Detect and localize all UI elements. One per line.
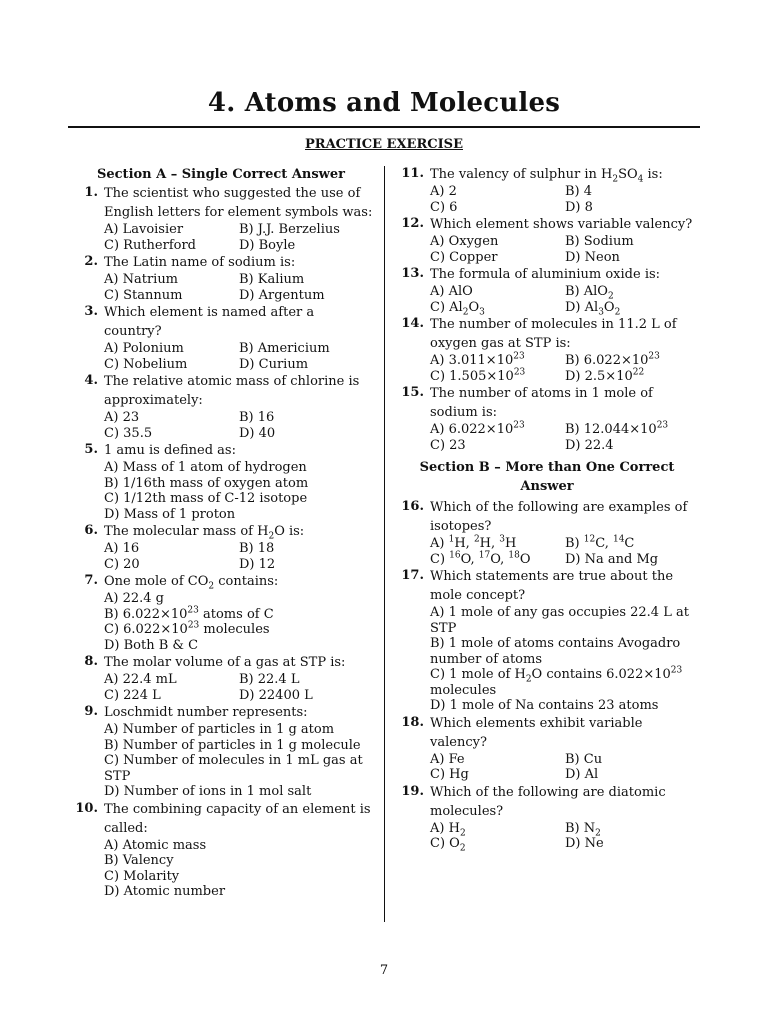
answer-option: A) $6.022\times 10^{23}$ [430,420,525,437]
question-item [394,567,700,714]
question-stem: Which element shows variable valency? [430,217,693,232]
answer-option: A) Natrium [104,272,179,287]
answer-options [430,234,700,265]
question-stem: The Latin name of sodium is: [104,255,296,270]
title-divider [68,126,700,128]
answer-option: D) Mass of 1 proton [104,506,236,522]
answer-options [104,460,374,522]
answer-option: A) 22.4 g [104,591,164,606]
question-number: 11. [401,166,424,181]
answer-option: D) Na and Mg [565,551,659,567]
question-number: 7. [84,573,98,588]
answer-options [104,672,374,703]
answer-option: A) 16 [104,541,140,556]
question-item [68,372,374,441]
question-stem: One mole of $CO_2$ contains: [104,574,279,592]
question-number: 8. [84,654,98,669]
answer-options [430,605,700,714]
question-number: 19. [401,783,424,799]
question-item [68,800,374,900]
answer-option: A) Fe [430,751,465,767]
question-item [394,498,700,567]
question-number: 15. [401,385,424,400]
answer-option: C) 20 [104,556,140,572]
answer-option: C) Molarity [104,868,180,884]
answer-option: C) $6.022\times 10^{23}$ molecules [104,620,270,637]
answer-option: D) Number of ions in 1 mol salt [104,784,312,799]
answer-option: D) 1 mole of Na contains 23 atoms [430,698,659,713]
answer-option: D) $Al_3O_2$ [565,299,621,318]
answer-option: A) Number of particles in 1 g atom [104,722,335,737]
section-a-questions [68,184,374,900]
answer-option: A) 2 [430,184,457,199]
answer-options [430,752,700,783]
answer-option: B) $6.022\times 10^{23}$ [565,351,660,368]
answer-option: C) Stannum [104,287,183,303]
question-stem: Which of the following are diatomic molecules? [430,784,666,819]
question-number: 9. [84,704,98,719]
answer-option: B) $N_2$ [565,820,601,839]
question-item [68,441,374,522]
left-column [68,165,374,900]
question-number: 13. [401,266,424,281]
answer-option: C) $Al_2O_3$ [430,299,485,318]
question-number: 2. [84,254,98,269]
page-number: 7 [379,963,389,978]
answer-options [104,222,374,253]
section-a-heading: Section A – Single Correct Answer [96,167,345,182]
answer-option: D) Boyle [239,237,296,253]
question-item [394,783,700,852]
answer-option: D) 8 [565,199,593,215]
question-stem: The combining capacity of an element is called: [104,801,371,836]
question-number: 17. [401,568,424,583]
answer-option: B) AlO$_2$ [565,284,614,302]
question-number: 3. [84,304,98,319]
answer-option: A) Mass of 1 atom of hydrogen [104,460,307,475]
answer-option: B) 22.4 L [239,672,300,687]
question-item [394,165,700,215]
answer-option: A) Polonium [104,341,184,356]
answer-option: D) 12 [239,556,276,572]
answer-option: D) 22.4 [565,437,614,453]
answer-option: C) 35.5 [104,425,153,441]
question-number: 6. [84,523,98,538]
question-stem: The formula of aluminium oxide is: [430,267,661,282]
question-stem: The molecular mass of $H_2O$ is: [104,524,305,542]
exercise-subtitle: PRACTICE EXERCISE [305,137,463,152]
answer-option: A) 23 [104,410,140,425]
answer-option: B) Kalium [239,272,305,287]
question-stem: The scientist who suggested the use of English letters for element symbols was: [104,186,373,220]
question-number: 18. [401,714,424,730]
question-item [68,303,374,372]
section-b-questions [394,498,700,852]
answer-option: D) Atomic number [104,884,226,899]
question-number: 12. [401,216,424,231]
answer-option: C) 224 L [104,687,161,703]
question-stem: Which statements are true about the mole concept? [430,569,674,603]
question-item [394,265,700,318]
column-divider [384,166,385,922]
question-number: 14. [401,316,424,331]
question-item [394,384,700,453]
answer-options [104,272,374,303]
question-item [394,315,700,384]
question-stem: The valency of sulphur in $H_2SO_4$ is: [430,167,663,185]
answer-option: B) 1/16th mass of oxygen atom [104,475,309,491]
answer-options [104,591,374,653]
answer-options [430,422,700,453]
answer-option: D) Curium [239,356,309,372]
answer-option: B) Number of particles in 1 g molecule [104,737,361,753]
answer-option: D) Ne [565,836,604,851]
answer-options [430,284,700,318]
answer-options [430,184,700,215]
answer-option: A) AlO [430,284,473,299]
question-stem: 1 amu is defined as: [104,443,236,458]
page-title: 4. Atoms and Molecules [207,88,561,118]
answer-options [430,536,700,567]
answer-option: B) 1 mole of atoms contains Avogadro number of atoms [430,636,681,667]
question-item [68,253,374,303]
question-item [68,653,374,703]
answer-option: C) $1.505\times 10^{23}$ [430,367,526,384]
answer-option: A) Atomic mass [104,837,207,853]
question-stem: The number of atoms in 1 mole of sodium is: [430,386,653,420]
answer-option: A) $3.011\times 10^{23}$ [430,351,525,368]
question-number: 1. [84,185,98,200]
answer-option: D) $2.5\times 10^{22}$ [565,367,645,384]
answer-option: D) Argentum [239,287,325,303]
answer-option: D) Al [565,767,599,782]
answer-option: D) Both B & C [104,637,199,653]
answer-options [104,722,374,800]
answer-option: A) 22.4 mL [104,672,177,687]
answer-option: C) Hg [430,767,469,782]
answer-option: C) Rutherford [104,237,196,253]
answer-options [104,341,374,372]
answer-option: B) 16 [239,410,275,425]
answer-option: B) Valency [104,853,174,868]
answer-option: B) Americium [239,341,330,356]
answer-option: C) Copper [430,249,498,265]
answer-option: C) 1 mole of $H_2O$ contains $6.022\times 10^{23}$ molecules [430,665,683,698]
question-stem: The number of molecules in 11.2 L of oxygen gas at STP is: [430,317,677,351]
answer-option: C) $O_2$ [430,836,466,854]
question-item [68,522,374,572]
question-stem: Which of the following are examples of isotopes? [430,500,688,534]
answer-option: C) 1/12th mass of C-12 isotope [104,491,308,506]
answer-option: D) 40 [239,425,276,441]
answer-options [104,410,374,441]
answer-option: A) 1 mole of any gas occupies 22.4 L at STP [430,605,689,636]
answer-option: A) Lavoisier [104,222,184,237]
question-item [394,215,700,265]
question-item [394,714,700,783]
question-stem: Which element is named after a country? [104,305,315,339]
question-number: 4. [84,373,98,388]
answer-option: D) 22400 L [239,687,313,703]
answer-option: B) J.J. Berzelius [239,222,340,237]
answer-options [430,821,700,852]
answer-option: C) 6 [430,199,458,215]
answer-option: C) Nobelium [104,356,188,372]
answer-option: C) Number of molecules in 1 mL gas at STP [104,753,363,784]
answer-option: B) $12.044\times 10^{23}$ [565,420,669,437]
answer-option: C) $^{16}$O, $^{17}$O, $^{18}$O [430,550,531,567]
answer-option: A) $^1$H, $^2$H, $^3$H [430,534,517,551]
answer-options [104,541,374,572]
question-number: 10. [75,800,98,816]
question-number: 5. [84,442,98,457]
section-a-cont-questions [394,165,700,453]
question-number: 16. [401,499,424,514]
question-item [68,184,374,253]
question-stem: Loschmidt number represents: [104,705,308,720]
answer-options [430,353,700,384]
answer-option: A) Oxygen [430,234,499,249]
answer-option: B) 4 [565,184,593,199]
question-item [68,572,374,653]
question-stem: The molar volume of a gas at STP is: [104,655,346,670]
question-stem: Which elements exhibit variable valency? [430,715,643,750]
answer-option: B) Sodium [565,234,634,249]
answer-option: D) Neon [565,249,620,265]
answer-option: B) $^{12}$C, $^{14}$C [565,534,635,551]
answer-option: B) 18 [239,541,275,556]
answer-options [104,838,374,900]
question-item [68,703,374,800]
section-b-heading: Section B – More than One Correct Answer [419,460,675,494]
question-stem: The relative atomic mass of chlorine is approximately: [104,374,360,408]
right-column [394,165,700,852]
answer-option: A) $H_2$ [430,820,466,839]
answer-option: C) 23 [430,437,466,453]
answer-option: B) Cu [565,751,603,767]
answer-option: B) $6.022\times 10^{23}$ atoms of C [104,605,274,622]
